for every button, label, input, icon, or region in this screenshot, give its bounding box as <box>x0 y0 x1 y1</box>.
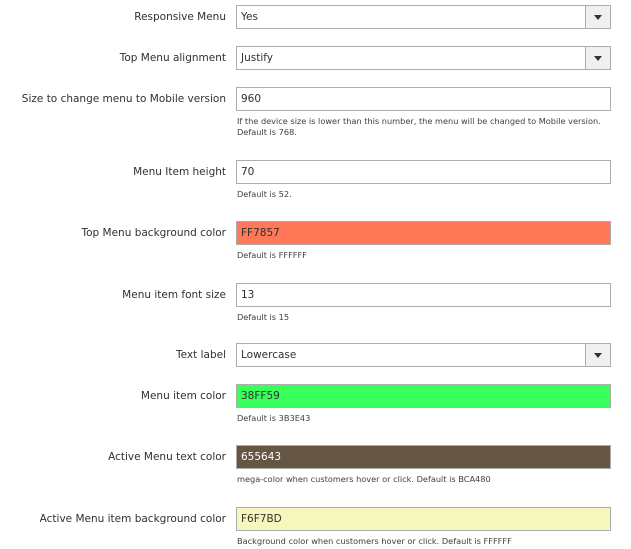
menu-item-color-label: Menu item color <box>140 390 226 402</box>
menu-item-height-label: Menu Item height <box>133 166 226 178</box>
mobile-size-value: 960 <box>241 93 262 105</box>
menu-font-size-input[interactable] <box>236 283 611 307</box>
menu-item-height-input[interactable] <box>236 160 611 184</box>
active-text-color-value: 655643 <box>241 451 282 463</box>
active-bg-color-value: F6F7BD <box>241 513 282 525</box>
top-menu-bg-value: FF7857 <box>241 227 280 239</box>
top-menu-bg-color-input[interactable] <box>236 221 611 245</box>
active-bg-color-input[interactable] <box>236 507 611 531</box>
menu-font-size-value: 13 <box>241 289 255 301</box>
text-label-label: Text label <box>176 349 226 361</box>
top-menu-bg-label: Top Menu background color <box>81 227 226 239</box>
responsive-menu-value: Yes <box>241 11 258 23</box>
menu-font-size-note: Default is 15 <box>237 312 290 322</box>
menu-item-color-input[interactable] <box>236 384 611 408</box>
top-menu-bg-note: Default is FFFFFF <box>237 250 307 260</box>
chevron-down-icon[interactable] <box>585 6 610 28</box>
mobile-size-label: Size to change menu to Mobile version <box>21 93 226 105</box>
chevron-down-icon[interactable] <box>585 344 610 366</box>
mobile-size-input[interactable] <box>236 87 611 111</box>
menu-item-height-value: 70 <box>241 166 255 178</box>
text-label-select[interactable] <box>236 343 611 367</box>
responsive-menu-select[interactable] <box>236 5 611 29</box>
mobile-size-note: If the device size is lower than this number, the menu will be changed to Mobile version. Default is 768. <box>237 116 601 137</box>
responsive-menu-label: Responsive Menu <box>134 11 226 23</box>
menu-item-color-note: Default is 3B3E43 <box>237 413 311 423</box>
top-menu-alignment-select[interactable] <box>236 46 611 70</box>
text-label-value: Lowercase <box>241 349 297 361</box>
chevron-down-icon[interactable] <box>585 47 610 69</box>
active-text-color-input[interactable] <box>236 445 611 469</box>
top-menu-alignment-value: Justify <box>241 52 273 64</box>
menu-font-size-label: Menu item font size <box>122 289 226 301</box>
active-text-color-label: Active Menu text color <box>108 451 226 463</box>
active-bg-color-label: Active Menu item background color <box>39 513 226 525</box>
menu-item-color-value: 38FF59 <box>241 390 280 402</box>
menu-item-height-note: Default is 52. <box>237 189 292 199</box>
active-text-color-note: mega-color when customers hover or click. Default is BCA480 <box>237 474 491 484</box>
top-menu-alignment-label: Top Menu alignment <box>119 52 226 64</box>
active-bg-color-note: Background color when customers hover or click. Default is FFFFFF <box>237 536 512 546</box>
